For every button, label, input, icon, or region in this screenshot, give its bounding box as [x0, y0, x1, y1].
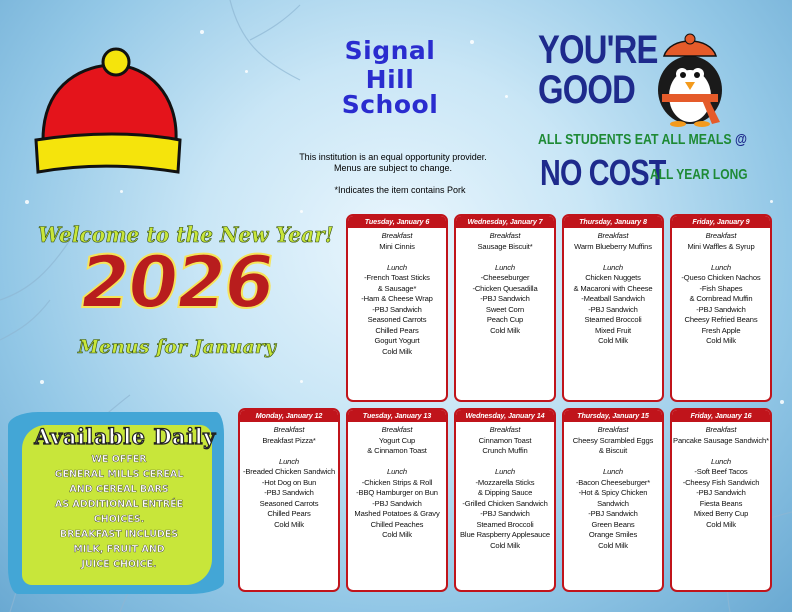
- lunch-item: Cold Milk: [598, 336, 628, 345]
- lunch-item: -Chicken Strips & Roll: [361, 477, 433, 487]
- breakfast-label: Breakfast: [597, 425, 629, 434]
- snowflake: [120, 190, 123, 193]
- lunch-item: -Breaded Chicken Sandwich: [242, 467, 336, 476]
- lunch-item: -Meatball Sandwich: [581, 294, 645, 303]
- breakfast-item: Warm Blueberry Muffins: [574, 241, 652, 251]
- lunch-item: -BBQ Hamburger on Bun: [356, 488, 438, 497]
- lunch-item: Cold Milk: [706, 519, 736, 529]
- winter-hat-image: [28, 40, 188, 180]
- welcome-greeting: Welcome to the New Year!: [38, 222, 334, 247]
- menu-card-wed-jan-14: [454, 408, 556, 592]
- lunch-item: Cold Milk: [382, 530, 412, 539]
- menu-day-body: [672, 422, 770, 530]
- available-daily-line: WE OFFER: [91, 454, 147, 465]
- menu-day-body: [348, 228, 446, 357]
- lunch-label: Lunch: [387, 467, 407, 476]
- menus-subtitle: Menus for January: [78, 336, 276, 358]
- lunch-item: -Chicken Quesadilla: [472, 283, 538, 293]
- at-symbol: @: [735, 131, 748, 148]
- lunch-item: -PBJ Sandwich: [696, 304, 746, 314]
- lunch-item: -Ham & Cheese Wrap: [361, 294, 433, 303]
- lunch-item: -PBJ Sandwich: [372, 304, 422, 314]
- snowflake: [25, 200, 29, 204]
- all-students-text: [538, 131, 747, 148]
- breakfast-item: Cinnamon Toast: [478, 435, 532, 445]
- lunch-item: Gogurt Yogurt: [374, 336, 420, 345]
- lunch-item: -Soft Beef Tacos: [694, 467, 748, 476]
- lunch-item: Orange Smiles: [588, 530, 638, 539]
- pork-note: *Indicates the item contains Pork: [334, 185, 466, 195]
- snowflake: [770, 200, 773, 203]
- menu-day-body: [564, 228, 662, 347]
- available-daily-line: GENERAL MILLS CEREAL: [54, 469, 184, 480]
- available-daily-line: AND CEREAL BARS: [69, 484, 169, 495]
- lunch-item: Peach Cup: [486, 315, 524, 324]
- lunch-label: Lunch: [711, 262, 731, 272]
- breakfast-label: Breakfast: [381, 231, 413, 240]
- menu-day-header: Tuesday, January 13: [348, 410, 446, 422]
- lunch-item: -Bacon Cheeseburger*: [575, 477, 651, 487]
- menu-day-header: Friday, January 9: [672, 216, 770, 228]
- menu-card-tue-jan-13: [346, 408, 448, 592]
- lunch-item: -Fish Shapes: [699, 283, 743, 293]
- lunch-item: -PBJ Sandwich: [264, 488, 314, 497]
- breakfast-item: & Cinnamon Toast: [367, 446, 427, 455]
- menu-card-thu-jan-15: [562, 408, 664, 592]
- menu-card-fri-jan-16: [670, 408, 772, 592]
- snowflake: [245, 70, 248, 73]
- breakfast-item: Yogurt Cup: [378, 435, 416, 445]
- lunch-item: Cheesy Refried Beans: [684, 315, 758, 324]
- lunch-item: Blue Raspberry Applesauce: [460, 530, 550, 539]
- year-heading: 2026: [74, 240, 279, 324]
- lunch-item: -PBJ Sandwich: [588, 304, 638, 314]
- breakfast-item: Sausage Biscuit*: [477, 241, 533, 251]
- school-name-line1: Signal Hill: [344, 36, 436, 94]
- lunch-item: Chilled Peaches: [370, 519, 424, 529]
- snowflake: [470, 40, 474, 44]
- penguin-image: [640, 32, 740, 127]
- menu-card-thu-jan-8: [562, 214, 664, 402]
- promo-line2: GOOD: [538, 68, 635, 112]
- menu-day-body: [240, 422, 338, 530]
- menu-day-header: Thursday, January 15: [564, 410, 662, 422]
- breakfast-item: Mini Waffles & Syrup: [687, 241, 755, 251]
- lunch-item: Cold Milk: [490, 540, 520, 550]
- lunch-item: -Queso Chicken Nachos: [681, 273, 761, 282]
- lunch-item: -French Toast Sticks: [364, 273, 430, 282]
- lunch-item: Steamed Broccoli: [476, 519, 534, 529]
- snowflake: [40, 380, 44, 384]
- menu-day-header: Monday, January 12: [240, 410, 338, 422]
- lunch-label: Lunch: [711, 456, 731, 466]
- lunch-item: Green Beans: [591, 519, 635, 529]
- breakfast-label: Breakfast: [489, 231, 521, 240]
- lunch-item: & Cornbread Muffin: [689, 294, 753, 303]
- school-name-line2: School: [341, 90, 439, 119]
- lunch-label: Lunch: [279, 456, 299, 466]
- lunch-item: -PBJ Sandwich: [480, 509, 530, 518]
- lunch-item: Mixed Berry Cup: [693, 509, 749, 518]
- lunch-item: & Sausage*: [377, 283, 417, 293]
- lunch-label: Lunch: [603, 467, 623, 476]
- all-students-label: ALL STUDENTS EAT ALL MEALS: [538, 131, 732, 148]
- available-daily-line: CHOICES.: [93, 514, 145, 525]
- available-daily-text: [34, 452, 204, 572]
- lunch-label: Lunch: [495, 467, 515, 476]
- lunch-item: Cold Milk: [598, 540, 628, 550]
- lunch-item: -PBJ Sandwich: [372, 498, 422, 508]
- lunch-item: -PBJ Sandwich: [480, 294, 530, 303]
- lunch-item: Cold Milk: [274, 519, 304, 529]
- lunch-item: & Dipping Sauce: [477, 488, 533, 497]
- breakfast-item: Mini Cinnis: [379, 241, 415, 251]
- menu-day-body: [456, 422, 554, 551]
- breakfast-label: Breakfast: [273, 425, 305, 434]
- lunch-item: Cold Milk: [490, 325, 520, 335]
- lunch-item: Mashed Potatoes & Gravy: [354, 509, 440, 518]
- lunch-label: Lunch: [603, 262, 623, 272]
- lunch-item: Steamed Broccoli: [584, 315, 642, 324]
- lunch-item: -Mozzarella Sticks: [475, 477, 535, 487]
- menu-day-header: Tuesday, January 6: [348, 216, 446, 228]
- lunch-label: Lunch: [387, 262, 407, 272]
- menu-day-body: [348, 422, 446, 541]
- lunch-item: Fresh Apple: [701, 325, 741, 335]
- lunch-item: -PBJ Sandwich: [696, 488, 746, 497]
- menu-card-tue-jan-6: [346, 214, 448, 402]
- lunch-item: Seasoned Carrots: [259, 498, 319, 508]
- breakfast-item: Pancake Sausage Sandwich*: [673, 435, 769, 445]
- lunch-item: -Grilled Chicken Sandwich: [462, 498, 548, 508]
- menu-day-header: Thursday, January 8: [564, 216, 662, 228]
- breakfast-item: & Biscuit: [598, 446, 628, 455]
- lunch-item: Cold Milk: [382, 346, 412, 356]
- menu-day-body: [672, 228, 770, 347]
- snowflake: [200, 30, 204, 34]
- menu-day-body: [456, 228, 554, 336]
- notice-line2: Menus are subject to change.: [333, 163, 453, 173]
- nondiscrimination-notice: [262, 152, 524, 174]
- lunch-item: -PBJ Sandwich: [588, 509, 638, 518]
- lunch-item: -Hot Dog on Bun: [261, 477, 317, 487]
- all-year-long-text: ALL YEAR LONG: [650, 166, 748, 183]
- snowflake: [505, 95, 508, 98]
- available-daily-line: MILK, FRUIT AND: [73, 544, 165, 555]
- lunch-item: Fiesta Beans: [699, 498, 743, 508]
- lunch-item: -Cheeseburger: [480, 273, 530, 282]
- breakfast-item: Cheesy Scrambled Eggs: [572, 435, 654, 445]
- available-daily-line: BREAKFAST INCLUDES: [59, 529, 179, 540]
- snowflake: [300, 380, 303, 383]
- lunch-item: Sweet Corn: [485, 304, 525, 314]
- menu-card-wed-jan-7: [454, 214, 556, 402]
- lunch-item: Chilled Pears: [267, 509, 311, 518]
- breakfast-label: Breakfast: [489, 425, 521, 434]
- available-daily-title: Available Daily: [34, 424, 216, 449]
- lunch-item: Chicken Nuggets: [585, 273, 641, 282]
- menu-card-fri-jan-9: [670, 214, 772, 402]
- breakfast-label: Breakfast: [381, 425, 413, 434]
- available-daily-line: AS ADDITIONAL ENTRÉE: [54, 499, 184, 510]
- breakfast-item: Breakfast Pizza*: [262, 435, 316, 445]
- promo-line1: YOU'RE: [538, 28, 658, 72]
- snowflake: [300, 210, 303, 213]
- lunch-item: -Cheesy Fish Sandwich: [682, 477, 760, 487]
- breakfast-label: Breakfast: [705, 425, 737, 434]
- lunch-item: Mixed Fruit: [595, 325, 631, 335]
- menu-day-body: [564, 422, 662, 551]
- menu-day-header: Wednesday, January 14: [456, 410, 554, 422]
- snowflake: [780, 400, 784, 404]
- lunch-item: & Macaroni with Cheese: [573, 283, 653, 293]
- no-cost-text: NO COST: [540, 152, 666, 193]
- lunch-item: Seasoned Carrots: [367, 315, 427, 324]
- menu-day-header: Friday, January 16: [672, 410, 770, 422]
- menu-card-mon-jan-12: [238, 408, 340, 592]
- lunch-item: Cold Milk: [706, 336, 736, 345]
- lunch-item: -Hot & Spicy Chicken: [578, 488, 648, 497]
- notice-line1: This institution is an equal opportunity provider.: [299, 152, 487, 162]
- lunch-label: Lunch: [495, 262, 515, 272]
- menu-day-header: Wednesday, January 7: [456, 216, 554, 228]
- breakfast-label: Breakfast: [705, 231, 737, 240]
- lunch-item: Chilled Pears: [375, 325, 419, 335]
- breakfast-label: Breakfast: [597, 231, 629, 240]
- available-daily-line: JUICE CHOICE.: [81, 559, 157, 570]
- lunch-item: Sandwich: [597, 498, 629, 508]
- breakfast-item: Crunch Muffin: [482, 446, 528, 455]
